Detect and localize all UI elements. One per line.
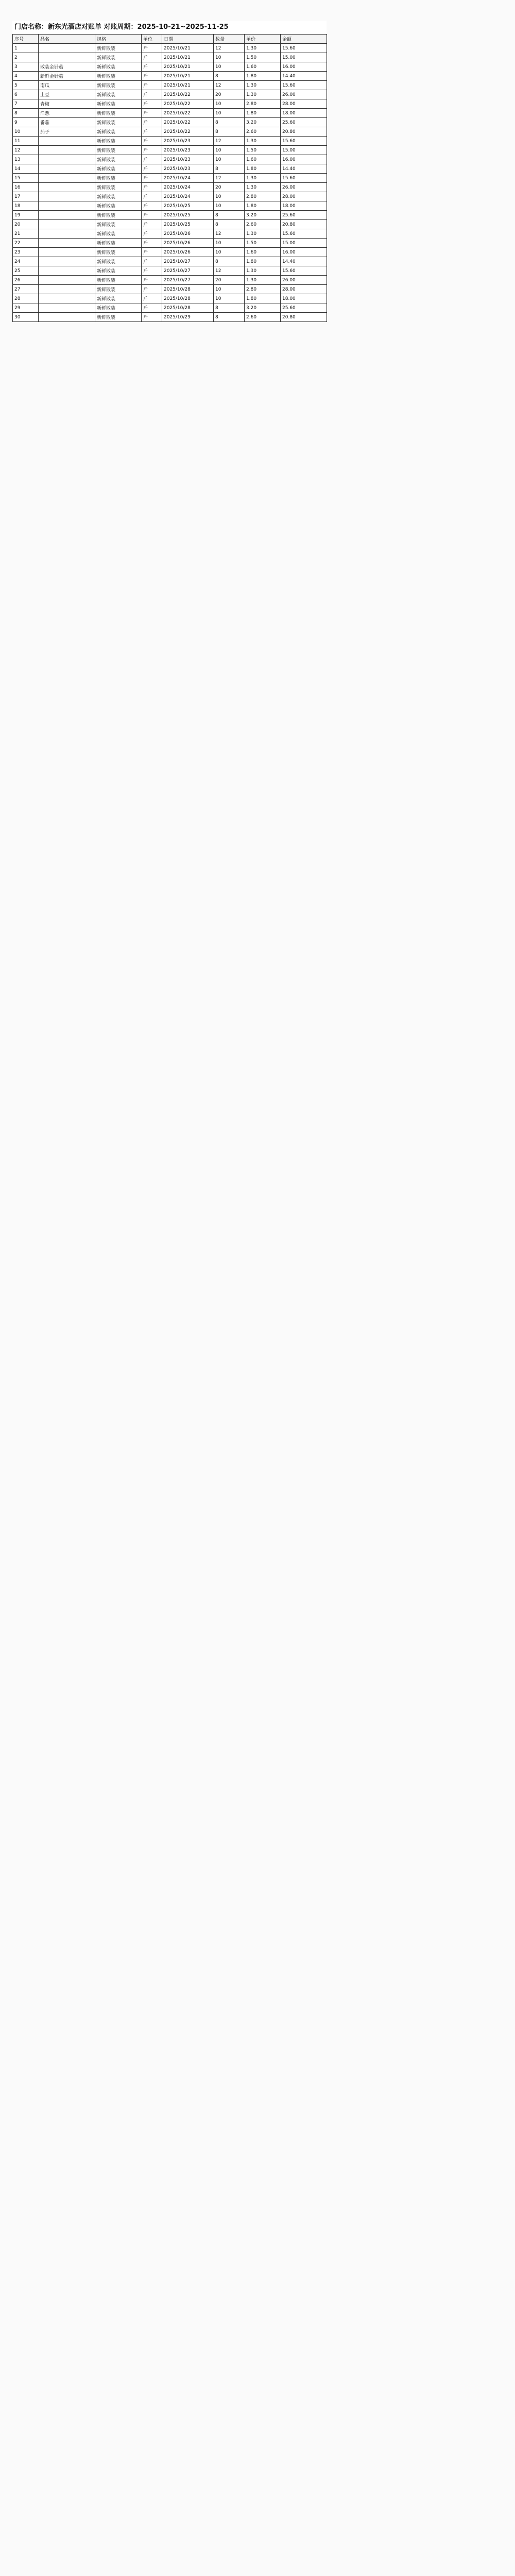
column-header: 单价 [245,35,281,44]
table-cell: 2025/10/23 [162,155,214,164]
table-cell: 2025/10/24 [162,192,214,201]
table-cell [39,313,95,322]
table-cell: 新鲜散装 [95,99,142,109]
table-cell: 2025/10/26 [162,239,214,248]
table-cell: 2025/10/22 [162,99,214,109]
table-row [13,248,327,257]
table-cell: 10 [214,146,245,155]
table-cell: 21 [13,229,39,239]
table-cell: 18.00 [281,294,327,303]
table-cell: 16.00 [281,62,327,72]
table-cell: 20 [214,90,245,99]
table-cell [39,276,95,285]
table-cell: 新鲜散装 [95,276,142,285]
table-cell: 5 [13,81,39,90]
table-row [13,183,327,192]
table-cell: 8 [214,127,245,137]
table-cell: 斤 [142,44,162,53]
table-cell: 1.30 [245,44,281,53]
table-cell: 2025/10/22 [162,127,214,137]
table-cell: 8 [214,211,245,220]
table-cell: 番茄 [39,118,95,127]
table-cell: 新鲜散装 [95,174,142,183]
table-row [13,127,327,137]
table-cell: 新鲜金针菇 [39,72,95,81]
table-row [13,146,327,155]
table-cell: 1.30 [245,81,281,90]
table-cell: 10 [214,62,245,72]
table-cell: 斤 [142,53,162,62]
table-cell: 14 [13,164,39,174]
table-cell: 斤 [142,285,162,294]
table-cell: 3.20 [245,303,281,313]
statement-sheet [12,21,327,322]
table-cell: 斤 [142,72,162,81]
table-cell [39,44,95,53]
table-cell: 16.00 [281,155,327,164]
table-cell: 10 [214,99,245,109]
table-cell: 15.60 [281,44,327,53]
table-cell [39,220,95,229]
table-cell: 2025/10/23 [162,137,214,146]
table-cell: 1.30 [245,137,281,146]
table-cell: 1.30 [245,174,281,183]
table-cell: 8 [13,109,39,118]
table-cell: 新鲜散装 [95,257,142,266]
table-row [13,276,327,285]
table-cell: 25.60 [281,211,327,220]
table-cell [39,146,95,155]
table-cell: 斤 [142,146,162,155]
table-cell: 新鲜散装 [95,220,142,229]
table-cell: 8 [214,72,245,81]
table-cell: 23 [13,248,39,257]
column-header: 金额 [281,35,327,44]
table-cell: 15.60 [281,81,327,90]
table-cell: 25.60 [281,118,327,127]
table-cell: 15.60 [281,174,327,183]
table-cell: 2.60 [245,313,281,322]
table-row [13,72,327,81]
table-cell: 20 [13,220,39,229]
table-cell [39,303,95,313]
table-cell: 2025/10/27 [162,276,214,285]
table-cell: 1.80 [245,201,281,211]
table-body [13,44,327,322]
table-row [13,201,327,211]
table-cell: 19 [13,211,39,220]
table-cell: 15.60 [281,229,327,239]
table-cell: 新鲜散装 [95,239,142,248]
table-cell: 斤 [142,164,162,174]
table-cell: 2.80 [245,99,281,109]
table-cell: 斤 [142,239,162,248]
table-cell: 8 [214,257,245,266]
table-cell [39,239,95,248]
table-cell: 新鲜散装 [95,248,142,257]
table-cell: 8 [214,164,245,174]
table-cell: 12 [214,137,245,146]
table-cell: 斤 [142,220,162,229]
table-cell [39,294,95,303]
table-cell: 斤 [142,303,162,313]
table-cell: 2025/10/27 [162,257,214,266]
table-cell: 2025/10/22 [162,118,214,127]
table-cell: 10 [214,155,245,164]
table-cell [39,229,95,239]
table-cell: 2025/10/21 [162,53,214,62]
table-cell: 10 [214,192,245,201]
table-cell: 1.60 [245,155,281,164]
table-cell: 25 [13,266,39,276]
table-cell: 10 [214,248,245,257]
table-cell: 6 [13,90,39,99]
table-cell: 2025/10/28 [162,285,214,294]
table-cell: 2025/10/26 [162,248,214,257]
table-cell: 新鲜散装 [95,266,142,276]
table-row [13,81,327,90]
table-cell [39,266,95,276]
table-cell: 28.00 [281,192,327,201]
table-cell: 斤 [142,137,162,146]
table-cell: 1.80 [245,294,281,303]
table-cell: 1.30 [245,229,281,239]
table-cell: 1.50 [245,53,281,62]
table-cell: 2025/10/25 [162,211,214,220]
table-cell: 斤 [142,81,162,90]
table-cell: 斤 [142,62,162,72]
table-cell: 28 [13,294,39,303]
table-cell: 12 [214,174,245,183]
table-cell: 新鲜散装 [95,285,142,294]
column-header: 单位 [142,35,162,44]
table-cell: 新鲜散装 [95,303,142,313]
table-cell: 20 [214,276,245,285]
table-cell: 新鲜散装 [95,72,142,81]
table-cell: 10 [214,239,245,248]
table-cell: 新鲜散装 [95,127,142,137]
table-cell: 2025/10/28 [162,303,214,313]
table-cell: 2025/10/21 [162,44,214,53]
table-cell: 新鲜散装 [95,211,142,220]
table-cell: 26 [13,276,39,285]
column-header: 日期 [162,35,214,44]
table-cell: 斤 [142,201,162,211]
table-row [13,257,327,266]
table-cell: 22 [13,239,39,248]
table-cell: 27 [13,285,39,294]
table-cell: 29 [13,303,39,313]
table-cell: 10 [214,109,245,118]
table-cell: 2.60 [245,220,281,229]
table-row [13,109,327,118]
table-cell: 8 [214,313,245,322]
table-cell: 新鲜散装 [95,146,142,155]
table-cell: 2025/10/24 [162,183,214,192]
table-cell: 斤 [142,229,162,239]
table-cell: 18 [13,201,39,211]
table-row [13,294,327,303]
table-cell: 1.60 [245,62,281,72]
table-cell: 12 [214,266,245,276]
table-cell: 26.00 [281,183,327,192]
table-cell: 14.40 [281,164,327,174]
table-cell: 新鲜散装 [95,192,142,201]
table-cell: 新鲜散装 [95,229,142,239]
table-cell: 3.20 [245,118,281,127]
table-cell: 10 [214,53,245,62]
table-cell: 斤 [142,313,162,322]
table-cell: 9 [13,118,39,127]
table-cell: 1.80 [245,72,281,81]
table-row [13,192,327,201]
table-cell: 12 [13,146,39,155]
table-cell: 茄子 [39,127,95,137]
table-cell: 散装金针菇 [39,62,95,72]
table-cell: 新鲜散装 [95,109,142,118]
table-cell: 26.00 [281,276,327,285]
table-cell: 20 [214,183,245,192]
table-header-row [13,35,327,44]
statement-title: 门店名称：新东光酒店对账单 对账周期：2025-10-21~2025-11-25 [14,23,229,31]
table-cell [39,164,95,174]
table-row [13,164,327,174]
table-cell: 2.80 [245,285,281,294]
table-cell: 12 [214,81,245,90]
table-cell: 南瓜 [39,81,95,90]
table-cell: 3.20 [245,211,281,220]
table-cell: 新鲜散装 [95,294,142,303]
table-cell: 2025/10/24 [162,174,214,183]
table-cell: 28.00 [281,99,327,109]
table-cell: 1.80 [245,257,281,266]
table-cell: 2025/10/26 [162,229,214,239]
table-row [13,99,327,109]
table-cell: 斤 [142,118,162,127]
table-cell: 10 [214,201,245,211]
table-cell: 斤 [142,127,162,137]
table-cell: 18.00 [281,109,327,118]
table-row [13,211,327,220]
table-cell: 15.00 [281,146,327,155]
table-cell: 8 [214,220,245,229]
column-header: 品名 [39,35,95,44]
table-row [13,220,327,229]
table-cell: 20.80 [281,127,327,137]
table-cell: 3 [13,62,39,72]
table-cell: 14.40 [281,72,327,81]
table-cell: 10 [13,127,39,137]
table-cell: 2 [13,53,39,62]
table-cell: 16.00 [281,248,327,257]
table-cell: 15.60 [281,137,327,146]
table-cell: 2025/10/23 [162,164,214,174]
table-cell: 新鲜散装 [95,90,142,99]
ledger-table [12,34,327,322]
table-cell: 7 [13,99,39,109]
table-row [13,313,327,322]
table-cell: 斤 [142,109,162,118]
table-cell: 12 [214,229,245,239]
table-cell: 11 [13,137,39,146]
table-cell: 斤 [142,211,162,220]
table-row [13,118,327,127]
table-row [13,285,327,294]
table-cell: 16 [13,183,39,192]
table-cell: 20.80 [281,220,327,229]
table-cell: 10 [214,285,245,294]
table-cell: 2025/10/21 [162,62,214,72]
table-cell: 新鲜散装 [95,164,142,174]
table-cell: 斤 [142,257,162,266]
table-row [13,90,327,99]
table-cell [39,211,95,220]
table-cell [39,201,95,211]
table-cell: 斤 [142,266,162,276]
table-row [13,155,327,164]
table-cell: 1.30 [245,266,281,276]
table-cell: 新鲜散装 [95,183,142,192]
table-cell: 2.60 [245,127,281,137]
table-cell: 2025/10/25 [162,220,214,229]
table-cell: 15.00 [281,53,327,62]
table-cell: 13 [13,155,39,164]
table-cell: 2025/10/27 [162,266,214,276]
column-header: 规格 [95,35,142,44]
table-cell: 1.80 [245,164,281,174]
table-cell: 斤 [142,99,162,109]
table-cell: 20.80 [281,313,327,322]
table-cell: 28.00 [281,285,327,294]
table-cell: 15.00 [281,239,327,248]
table-cell: 2.80 [245,192,281,201]
table-cell: 18.00 [281,201,327,211]
table-row [13,137,327,146]
table-cell: 1.30 [245,90,281,99]
table-cell: 15 [13,174,39,183]
table-row [13,44,327,53]
table-cell: 24 [13,257,39,266]
table-row [13,229,327,239]
table-cell [39,183,95,192]
table-cell: 2025/10/22 [162,90,214,99]
table-cell: 斤 [142,90,162,99]
table-cell: 斤 [142,294,162,303]
table-row [13,174,327,183]
table-cell: 8 [214,118,245,127]
table-cell: 2025/10/21 [162,81,214,90]
table-cell: 26.00 [281,90,327,99]
table-cell: 新鲜散装 [95,118,142,127]
table-cell: 新鲜散装 [95,62,142,72]
table-cell: 2025/10/21 [162,72,214,81]
table-cell [39,192,95,201]
table-cell: 青椒 [39,99,95,109]
table-cell [39,248,95,257]
table-row [13,303,327,313]
table-row [13,266,327,276]
table-cell: 2025/10/25 [162,201,214,211]
table-cell: 2025/10/22 [162,109,214,118]
table-cell: 新鲜散装 [95,155,142,164]
table-cell: 新鲜散装 [95,313,142,322]
table-cell: 新鲜散装 [95,44,142,53]
table-cell [39,285,95,294]
table-cell: 17 [13,192,39,201]
table-cell: 斤 [142,276,162,285]
table-cell: 斤 [142,155,162,164]
table-cell: 斤 [142,192,162,201]
table-cell: 1.50 [245,146,281,155]
table-cell: 14.40 [281,257,327,266]
table-cell: 15.60 [281,266,327,276]
table-cell: 10 [214,294,245,303]
table-row [13,53,327,62]
table-cell [39,174,95,183]
table-cell: 1.30 [245,276,281,285]
table-cell: 1 [13,44,39,53]
table-cell: 2025/10/23 [162,146,214,155]
table-cell: 30 [13,313,39,322]
table-cell: 新鲜散装 [95,53,142,62]
table-cell: 土豆 [39,90,95,99]
table-cell: 新鲜散装 [95,81,142,90]
column-header: 序号 [13,35,39,44]
table-cell: 2025/10/29 [162,313,214,322]
table-cell: 2025/10/28 [162,294,214,303]
table-cell [39,155,95,164]
table-cell [39,257,95,266]
table-row [13,62,327,72]
table-cell: 斤 [142,248,162,257]
table-cell: 4 [13,72,39,81]
table-cell: 斤 [142,183,162,192]
table-cell [39,53,95,62]
table-cell: 洋葱 [39,109,95,118]
table-cell: 新鲜散装 [95,137,142,146]
table-cell: 12 [214,44,245,53]
table-cell: 1.60 [245,248,281,257]
column-header: 数量 [214,35,245,44]
table-cell [39,137,95,146]
table-cell: 8 [214,303,245,313]
table-row [13,239,327,248]
table-cell: 1.30 [245,183,281,192]
table-cell: 1.80 [245,109,281,118]
table-cell: 25.60 [281,303,327,313]
table-cell: 斤 [142,174,162,183]
table-cell: 新鲜散装 [95,201,142,211]
table-cell: 1.50 [245,239,281,248]
